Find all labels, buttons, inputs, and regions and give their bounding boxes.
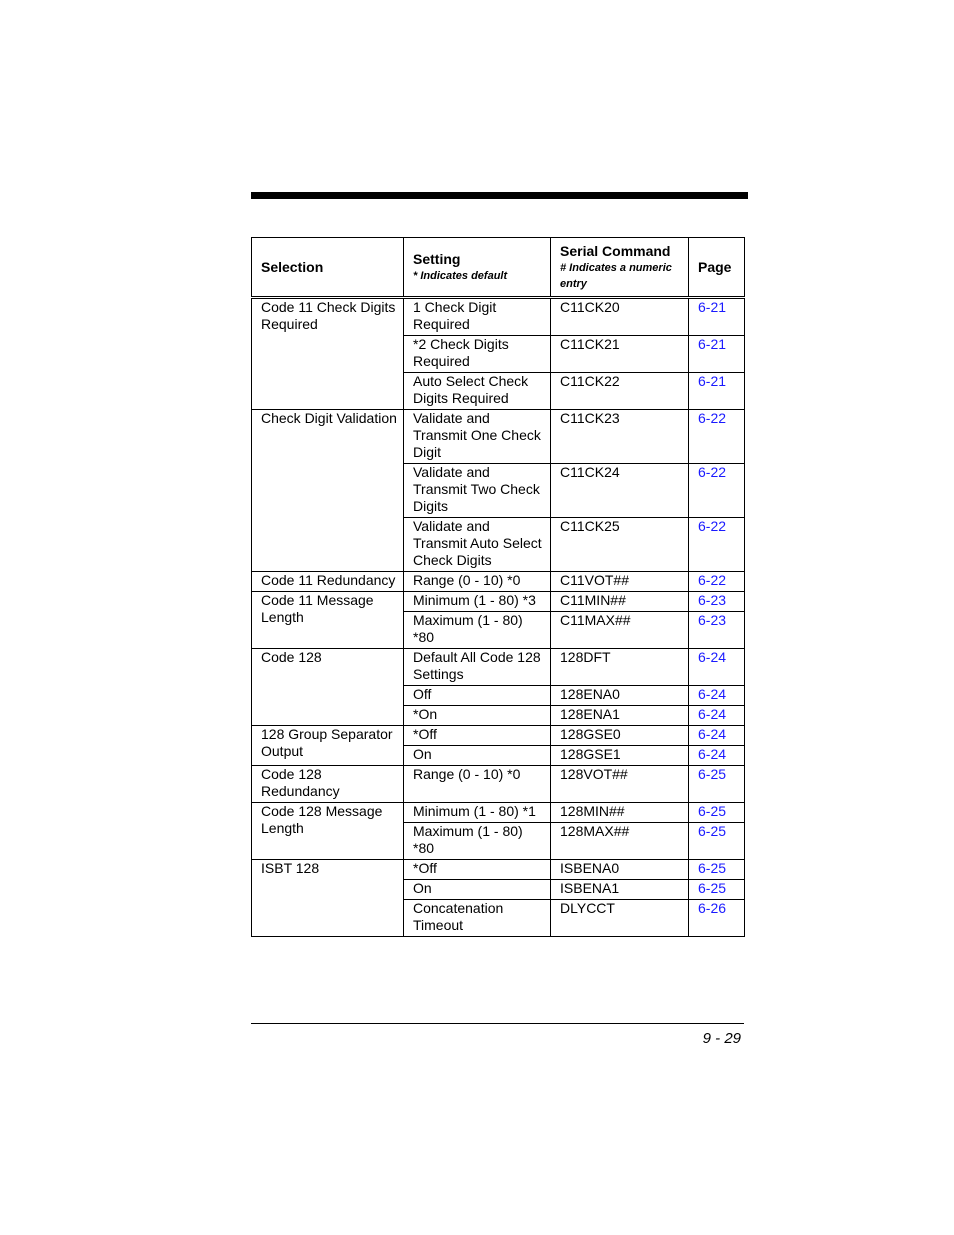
page-cell [689,572,745,592]
page-link[interactable]: 6-24 [698,746,727,762]
page-link[interactable]: 6-21 [698,299,727,315]
page-link[interactable]: 6-24 [698,649,727,665]
serial-command-cell: 128DFT [551,649,689,686]
table-row [252,726,745,746]
page-link[interactable]: 6-21 [698,336,727,352]
page-cell [689,746,745,766]
default-note: * Indicates default [413,269,508,282]
page-cell [689,464,745,518]
serial-command-cell: C11MAX## [551,612,689,649]
page-link[interactable]: 6-24 [698,686,727,702]
setting-cell: Range (0 - 10) *0 [404,572,551,592]
col-header-setting: Setting * Indicates default [404,238,551,298]
page-cell [689,686,745,706]
col-header-serial-command: Serial Command # Indicates a numeric entry [551,238,689,298]
serial-command-cell: 128MAX## [551,823,689,860]
selection-cell: Code 11 Redundancy [252,572,404,592]
serial-command-cell: DLYCCT [551,900,689,937]
page-cell [689,336,745,373]
setting-cell: *Off [404,726,551,746]
selection-cell: Code 128 Redundancy [252,766,404,803]
serial-command-cell: 128ENA0 [551,686,689,706]
table-row [252,860,745,880]
selection-cell: 128 Group Separator Output [252,726,404,766]
serial-command-cell: ISBENA0 [551,860,689,880]
setting-cell: Maximum (1 - 80) *80 [404,612,551,649]
setting-cell: Validate and Transmit Auto Select Check Digits [404,518,551,572]
table-row [252,592,745,612]
table-row [252,649,745,686]
footer-rule [251,1023,744,1024]
page-link[interactable]: 6-25 [698,860,727,876]
setting-cell: Minimum (1 - 80) *1 [404,803,551,823]
serial-command-cell: 128VOT## [551,766,689,803]
table-header-row [252,238,745,298]
page-link[interactable]: 6-25 [698,803,727,819]
setting-cell: *Off [404,860,551,880]
selection-cell: Code 11 Check Digits Required [252,298,404,410]
page-link[interactable]: 6-22 [698,572,727,588]
table-row [252,298,745,336]
page-link[interactable]: 6-24 [698,726,727,742]
page-cell [689,860,745,880]
page-link[interactable]: 6-25 [698,823,727,839]
page-cell [689,766,745,803]
setting-cell: Maximum (1 - 80) *80 [404,823,551,860]
page-link[interactable]: 6-25 [698,766,727,782]
serial-command-cell: ISBENA1 [551,880,689,900]
selection-cell: Code 11 Message Length [252,592,404,649]
serial-command-cell: 128MIN## [551,803,689,823]
setting-cell: Auto Select Check Digits Required [404,373,551,410]
selection-cell: Code 128 Message Length [252,803,404,860]
page-link[interactable]: 6-22 [698,518,727,534]
serial-command-cell: C11CK20 [551,298,689,336]
col-header-selection: Selection [252,238,404,298]
page-link[interactable]: 6-26 [698,900,727,916]
page-cell [689,373,745,410]
serial-command-cell: C11CK21 [551,336,689,373]
setting-cell: Concatenation Timeout [404,900,551,937]
col-header-page: Page [689,238,745,298]
table-row [252,803,745,823]
setting-cell: 1 Check Digit Required [404,298,551,336]
page-cell [689,612,745,649]
setting-cell: *On [404,706,551,726]
page-cell [689,592,745,612]
serial-command-cell: C11CK22 [551,373,689,410]
page-link[interactable]: 6-25 [698,880,727,896]
table-row [252,572,745,592]
serial-command-cell: C11VOT## [551,572,689,592]
page-cell [689,706,745,726]
table-row [252,410,745,464]
setting-cell: Default All Code 128 Settings [404,649,551,686]
page-cell [689,298,745,336]
setting-cell: On [404,880,551,900]
setting-cell: Validate and Transmit One Check Digit [404,410,551,464]
settings-table [251,237,745,937]
page-number: 9 - 29 [702,1030,741,1047]
page-cell [689,726,745,746]
page-cell [689,900,745,937]
setting-cell: Range (0 - 10) *0 [404,766,551,803]
page-link[interactable]: 6-22 [698,464,727,480]
numeric-note: # Indicates a numeric entry [560,261,672,290]
serial-command-cell: C11CK24 [551,464,689,518]
setting-cell: *2 Check Digits Required [404,336,551,373]
setting-cell: Validate and Transmit Two Check Digits [404,464,551,518]
page-link[interactable]: 6-23 [698,592,727,608]
setting-cell: On [404,746,551,766]
page-link[interactable]: 6-22 [698,410,727,426]
page-cell [689,649,745,686]
page-cell [689,410,745,464]
selection-cell: ISBT 128 [252,860,404,937]
setting-cell: Minimum (1 - 80) *3 [404,592,551,612]
serial-command-cell: C11CK25 [551,518,689,572]
serial-command-cell: C11CK23 [551,410,689,464]
page-cell [689,518,745,572]
selection-cell: Check Digit Validation [252,410,404,572]
serial-command-cell: 128GSE0 [551,726,689,746]
page-link[interactable]: 6-23 [698,612,727,628]
setting-cell: Off [404,686,551,706]
selection-cell: Code 128 [252,649,404,726]
page-link[interactable]: 6-24 [698,706,727,722]
page-cell [689,880,745,900]
header-rule [251,192,748,199]
page-cell [689,823,745,860]
table-row [252,766,745,803]
serial-command-cell: 128ENA1 [551,706,689,726]
page-cell [689,803,745,823]
serial-command-cell: C11MIN## [551,592,689,612]
page-link[interactable]: 6-21 [698,373,727,389]
serial-command-cell: 128GSE1 [551,746,689,766]
